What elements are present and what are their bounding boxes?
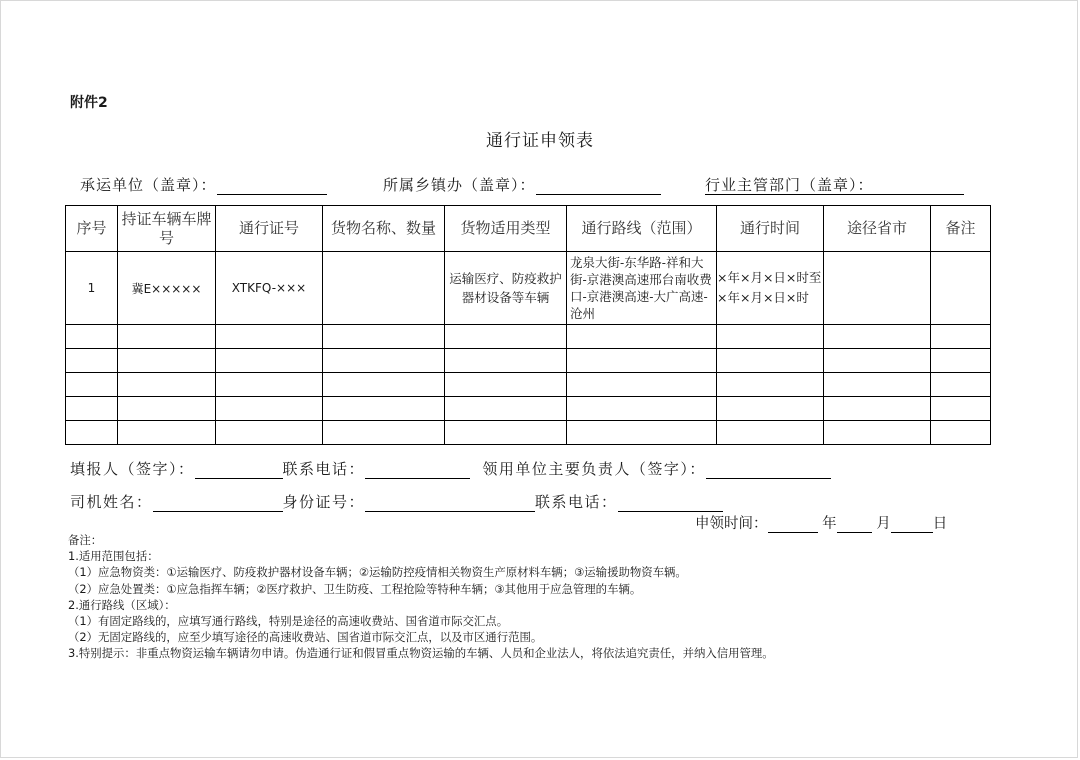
filler-row bbox=[70, 458, 831, 479]
note-line: 3.特别提示：非重点物资运输车辆请勿申请。伪造通行证和假冒重点物资运输的车辆、人员和企业法人，将依法追究责任，并纳入信用管理。 bbox=[68, 646, 774, 661]
col-header-remarks: 备注 bbox=[931, 206, 991, 252]
township-field bbox=[383, 174, 661, 195]
unit-head-sign-line[interactable] bbox=[706, 464, 831, 479]
cell-time[interactable]: ×年×月×日×时至×年×月×日×时 bbox=[717, 252, 824, 325]
filler-label: 填报人（签字）： bbox=[70, 460, 195, 478]
note-line: 1.适用范围包括： bbox=[68, 549, 159, 564]
phone2-label: 联系电话： bbox=[535, 493, 618, 511]
dept-input-line[interactable] bbox=[874, 180, 964, 195]
driver-label: 司机姓名： bbox=[70, 493, 153, 511]
cell-cargo-type[interactable]: 运输医疗、防疫救护器材设备等车辆 bbox=[445, 252, 567, 325]
note-line: （1）有固定路线的，应填写通行路线，特别是途径的高速收费站、国省道市际交汇点。 bbox=[68, 614, 509, 629]
cell-no[interactable]: 1 bbox=[66, 252, 118, 325]
note-line: （1）应急物资类：①运输医疗、防疫救护器材设备车辆；②运输防控疫情相关物资生产原材料车辆；③运输援助物资车辆。 bbox=[68, 565, 687, 580]
table-row-empty bbox=[66, 325, 991, 349]
note-line: 备注： bbox=[68, 533, 103, 547]
table-header-row bbox=[66, 206, 991, 252]
apply-time-label: 申领时间： bbox=[695, 516, 768, 532]
driver-row bbox=[70, 491, 723, 512]
col-header-route: 通行路线（范围） bbox=[567, 206, 717, 252]
driver-name-line[interactable] bbox=[153, 497, 283, 512]
township-input-line[interactable] bbox=[536, 180, 661, 195]
table-row-empty bbox=[66, 373, 991, 397]
col-header-plate: 持证车辆车牌号 bbox=[118, 206, 216, 252]
notes-block bbox=[68, 532, 774, 662]
dept-field bbox=[705, 174, 964, 195]
unit-head-label: 领用单位主要负责人（签字）： bbox=[482, 460, 706, 478]
carrier-field bbox=[80, 174, 327, 195]
note-line: （2）无固定路线的，应至少填写途径的高速收费站、国省道市际交汇点，以及市区通行范围。 bbox=[68, 630, 543, 645]
cell-remarks[interactable] bbox=[931, 252, 991, 325]
table-row-empty bbox=[66, 349, 991, 373]
col-header-no: 序号 bbox=[66, 206, 118, 252]
cell-permit[interactable]: XTKFQ-××× bbox=[216, 252, 323, 325]
form-title: 通行证申领表 bbox=[486, 131, 594, 151]
filler-sign-line[interactable] bbox=[195, 464, 283, 479]
table-row-empty bbox=[66, 397, 991, 421]
cell-cargo[interactable] bbox=[323, 252, 445, 325]
table-row-empty bbox=[66, 421, 991, 445]
day-label: 日 bbox=[932, 516, 948, 532]
apply-time-row bbox=[695, 512, 947, 533]
cell-provinces[interactable] bbox=[824, 252, 931, 325]
carrier-label: 承运单位（盖章）： bbox=[80, 176, 217, 194]
apply-day-line[interactable] bbox=[891, 518, 933, 533]
cell-plate[interactable]: 冀E××××× bbox=[118, 252, 216, 325]
carrier-input-line[interactable] bbox=[217, 180, 327, 195]
note-line: 2.通行路线（区域）： bbox=[68, 597, 176, 612]
year-label: 年 bbox=[822, 516, 837, 532]
phone-input-line[interactable] bbox=[365, 464, 470, 479]
col-header-provinces: 途径省市 bbox=[824, 206, 931, 252]
apply-month-line[interactable] bbox=[837, 518, 872, 533]
col-header-time: 通行时间 bbox=[717, 206, 824, 252]
application-table bbox=[65, 205, 991, 445]
phone-label: 联系电话： bbox=[282, 460, 366, 478]
phone2-input-line[interactable] bbox=[618, 497, 723, 512]
note-line: （2）应急处置类：①应急指挥车辆；②医疗救护、卫生防疫、工程抢险等特种车辆；③其他用于应急管理的车辆。 bbox=[68, 581, 642, 596]
township-label: 所属乡镇办（盖章）： bbox=[383, 176, 536, 194]
col-header-cargo: 货物名称、数量 bbox=[323, 206, 445, 252]
id-label: 身份证号： bbox=[282, 493, 366, 511]
attachment-label: 附件2 bbox=[70, 95, 108, 111]
dept-label: 行业主管部门（盖章）： bbox=[705, 176, 874, 194]
cell-route[interactable]: 龙泉大街-东华路-祥和大街-京港澳高速邢台南收费口-京港澳高速-大广高速-沧州 bbox=[567, 252, 717, 325]
col-header-cargo-type: 货物适用类型 bbox=[445, 206, 567, 252]
month-label: 月 bbox=[876, 516, 891, 532]
col-header-permit: 通行证号 bbox=[216, 206, 323, 252]
apply-year-line[interactable] bbox=[768, 518, 818, 533]
id-input-line[interactable] bbox=[365, 497, 535, 512]
table-row bbox=[66, 252, 991, 325]
